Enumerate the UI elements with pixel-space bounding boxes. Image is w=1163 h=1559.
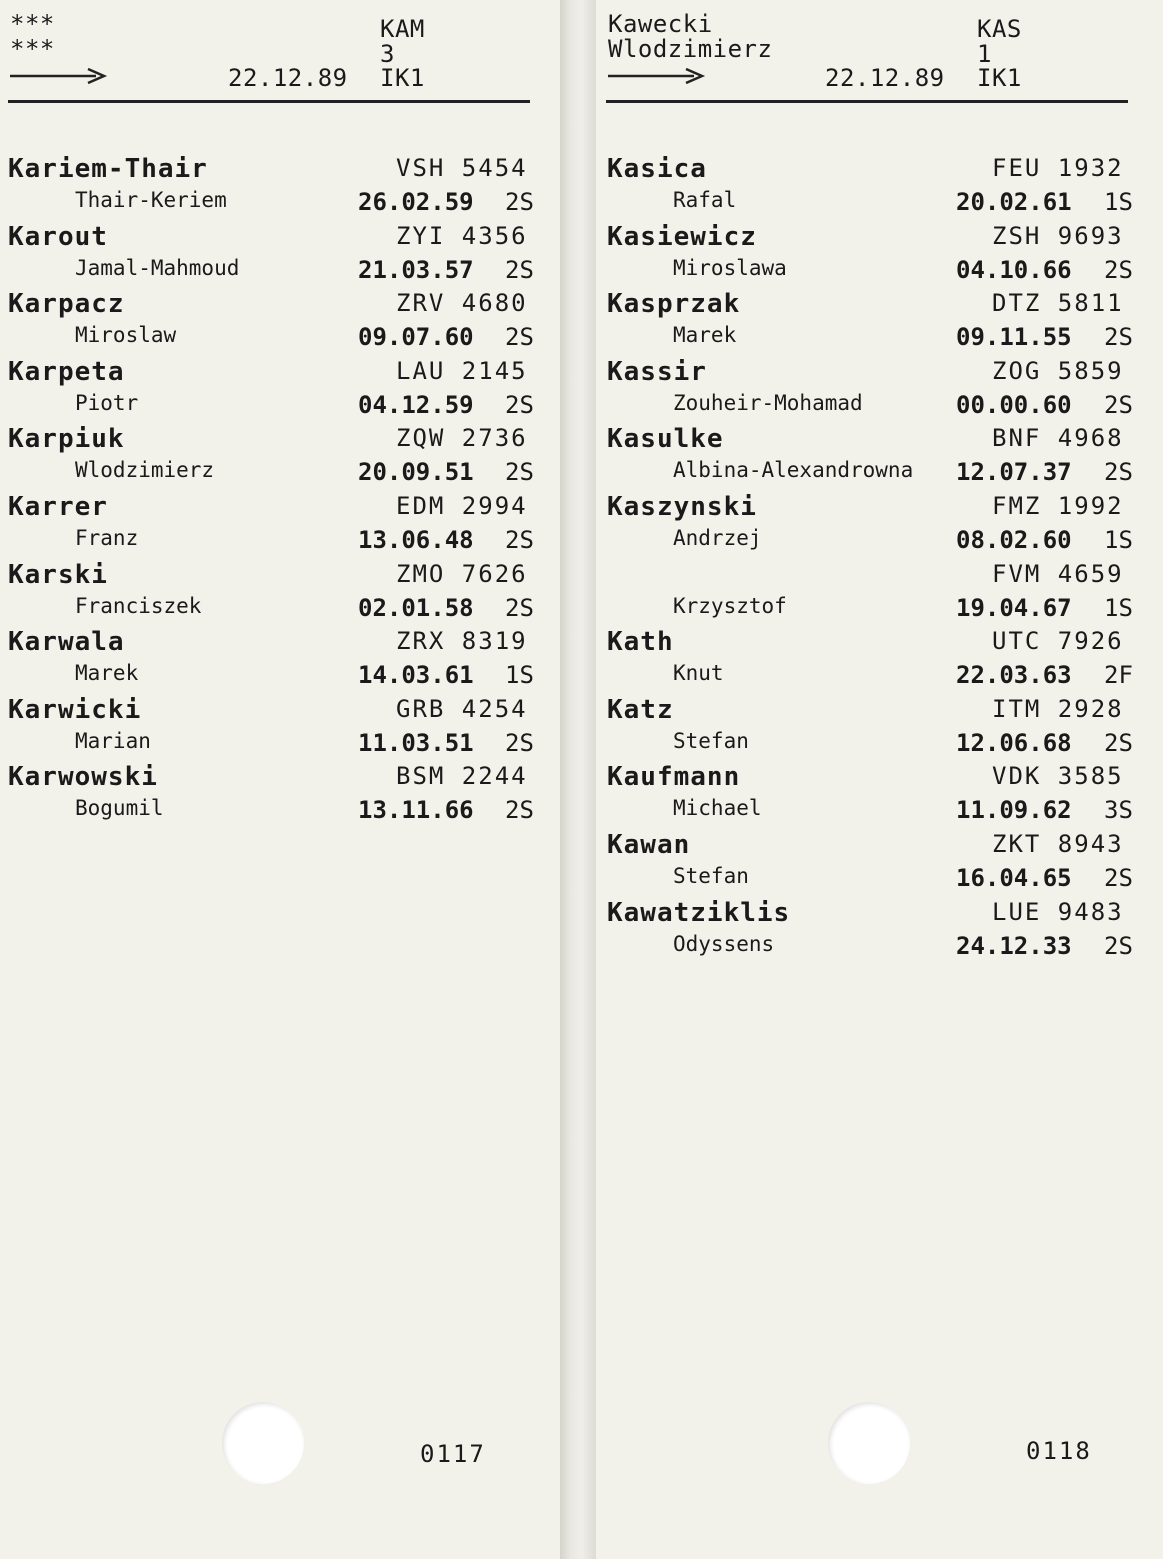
- birth-date: 12.07.37: [956, 458, 1072, 487]
- given-name: Zouheir-Mohamad: [673, 390, 863, 415]
- card-gutter: [560, 0, 596, 1559]
- surname: Kasulke: [607, 424, 724, 455]
- class-code: 1S: [1104, 525, 1133, 554]
- given-name: Franz: [75, 525, 139, 550]
- class-code: 2S: [505, 323, 534, 352]
- class-code: 1S: [1104, 188, 1133, 216]
- id-code: FEU 1932: [992, 154, 1124, 182]
- given-name: Stefan: [673, 728, 749, 753]
- entry-list: [596, 152, 1163, 963]
- surname: Karwowski: [8, 762, 158, 793]
- list-item: [0, 760, 560, 828]
- list-item: [596, 558, 1163, 626]
- given-name: Jamal-Mahmoud: [75, 255, 240, 280]
- class-code: 1S: [505, 661, 534, 690]
- class-code: 2S: [1104, 931, 1133, 960]
- id-code: ZKT 8943: [992, 829, 1124, 858]
- header-dept: IK1: [977, 64, 1022, 92]
- birth-date: 13.06.48: [358, 525, 474, 554]
- id-code: LAU 2145: [396, 356, 528, 385]
- id-code: VDK 3585: [992, 762, 1124, 791]
- id-code: ZSH 9693: [992, 221, 1124, 250]
- list-item: [0, 152, 560, 220]
- surname: Karpiuk: [8, 424, 125, 455]
- header-line1-left: Kawecki: [608, 10, 713, 38]
- id-code: FMZ 1992: [992, 491, 1124, 520]
- list-item: [596, 355, 1163, 423]
- list-item: [0, 693, 560, 761]
- class-code: 2S: [1104, 458, 1133, 487]
- right-card: [596, 0, 1163, 1559]
- class-code: 2S: [1104, 255, 1133, 284]
- birth-date: 22.03.63: [956, 661, 1072, 690]
- id-code: DTZ 5811: [992, 289, 1124, 318]
- given-name: Albina-Alexandrowna: [673, 458, 914, 483]
- birth-date: 11.03.51: [358, 728, 474, 757]
- id-code: ZMO 7626: [396, 559, 528, 588]
- list-item: [596, 828, 1163, 896]
- right-arrow-icon: [608, 66, 708, 86]
- right-arrow-icon: [10, 66, 110, 86]
- header-dept: IK1: [380, 64, 425, 92]
- surname: Karwicki: [8, 694, 142, 725]
- birth-date: 19.04.67: [956, 593, 1072, 622]
- header-number: 1: [977, 40, 992, 68]
- birth-date: 16.04.65: [956, 863, 1072, 892]
- list-item: [0, 287, 560, 355]
- surname: Katz: [607, 694, 674, 725]
- list-item: [0, 422, 560, 490]
- surname: Karpeta: [8, 356, 125, 387]
- class-code: 2S: [505, 728, 534, 757]
- given-name: Krzysztof: [673, 593, 787, 618]
- list-item: [0, 220, 560, 288]
- id-code: EDM 2994: [396, 491, 528, 520]
- birth-date: 13.11.66: [358, 796, 474, 825]
- list-item: [596, 760, 1163, 828]
- class-code: 1S: [1104, 593, 1133, 622]
- class-code: 2S: [505, 390, 534, 419]
- birth-date: 02.01.58: [358, 593, 474, 622]
- list-item: [0, 490, 560, 558]
- surname: Kariem-Thair: [8, 154, 208, 184]
- birth-date: 20.02.61: [956, 188, 1072, 216]
- given-name: Andrzej: [673, 525, 762, 550]
- header-line2-left: ***: [10, 35, 55, 63]
- given-name: Miroslaw: [75, 323, 177, 348]
- id-code: UTC 7926: [992, 627, 1124, 656]
- surname: Kawatziklis: [607, 897, 791, 928]
- header-rule: [8, 100, 530, 103]
- id-code: ZQW 2736: [396, 424, 528, 453]
- list-item: [596, 490, 1163, 558]
- surname: Kaufmann: [607, 762, 741, 793]
- list-item: [596, 287, 1163, 355]
- given-name: Knut: [673, 661, 724, 686]
- id-code: ZOG 5859: [992, 356, 1124, 385]
- id-code: LUE 9483: [992, 897, 1124, 926]
- given-name: Michael: [673, 796, 762, 821]
- list-item: [596, 693, 1163, 761]
- class-code: 2S: [505, 255, 534, 284]
- list-item: [0, 558, 560, 626]
- list-item: [596, 625, 1163, 693]
- given-name: Marek: [673, 323, 737, 348]
- page-number: 0117: [420, 1440, 486, 1468]
- class-code: 2S: [1104, 728, 1133, 757]
- class-code: 2S: [1104, 863, 1133, 892]
- surname: Karpacz: [8, 289, 125, 320]
- id-code: GRB 4254: [396, 694, 528, 723]
- id-code: ZRV 4680: [396, 289, 528, 318]
- class-code: 2S: [1104, 323, 1133, 352]
- header-number: 3: [380, 40, 395, 68]
- surname: Kath: [607, 627, 674, 658]
- id-code: FVM 4659: [992, 559, 1124, 588]
- header-code: KAM: [380, 15, 425, 43]
- list-item: [596, 220, 1163, 288]
- surname: Kasica: [607, 154, 707, 184]
- class-code: 2S: [505, 458, 534, 487]
- birth-date: 26.02.59: [358, 188, 474, 216]
- given-name: Rafal: [673, 188, 737, 212]
- header-line2-left: Wlodzimierz: [608, 35, 773, 63]
- birth-date: 12.06.68: [956, 728, 1072, 757]
- given-name: Odyssens: [673, 931, 775, 956]
- punch-hole: [828, 1402, 910, 1484]
- id-code: ZRX 8319: [396, 627, 528, 656]
- list-item: [596, 896, 1163, 964]
- list-item: [596, 152, 1163, 220]
- given-name: Wlodzimierz: [75, 458, 215, 483]
- header-date: 22.12.89: [825, 64, 945, 92]
- class-code: 2S: [505, 796, 534, 825]
- page-number: 0118: [1026, 1437, 1092, 1465]
- surname: Karwala: [8, 627, 125, 658]
- birth-date: 08.02.60: [956, 525, 1072, 554]
- class-code: 2F: [1104, 661, 1133, 690]
- class-code: 2S: [505, 525, 534, 554]
- birth-date: 04.12.59: [358, 390, 474, 419]
- punch-hole: [222, 1402, 304, 1484]
- surname: Kaszynski: [607, 491, 757, 522]
- given-name: Franciszek: [75, 593, 202, 618]
- surname: Kawan: [607, 829, 691, 860]
- list-item: [596, 422, 1163, 490]
- id-code: BSM 2244: [396, 762, 528, 791]
- header-rule: [606, 100, 1128, 103]
- given-name: Thair-Keriem: [75, 188, 227, 212]
- given-name: Piotr: [75, 390, 139, 415]
- birth-date: 14.03.61: [358, 661, 474, 690]
- header-code: KAS: [977, 15, 1022, 43]
- surname: Kasprzak: [607, 289, 741, 320]
- birth-date: 09.11.55: [956, 323, 1072, 352]
- class-code: 2S: [505, 593, 534, 622]
- header-line1-left: ***: [10, 10, 55, 38]
- birth-date: 00.00.60: [956, 390, 1072, 419]
- given-name: Marian: [75, 728, 151, 753]
- header-date: 22.12.89: [228, 64, 348, 92]
- id-code: ITM 2928: [992, 694, 1124, 723]
- given-name: Marek: [75, 661, 139, 686]
- id-code: BNF 4968: [992, 424, 1124, 453]
- class-code: 2S: [1104, 390, 1133, 419]
- birth-date: 24.12.33: [956, 931, 1072, 960]
- birth-date: 04.10.66: [956, 255, 1072, 284]
- birth-date: 20.09.51: [358, 458, 474, 487]
- class-code: 3S: [1104, 796, 1133, 825]
- list-item: [0, 355, 560, 423]
- surname: Kassir: [607, 356, 707, 387]
- surname: Karski: [8, 559, 108, 590]
- entry-list: [0, 152, 560, 828]
- surname: Karrer: [8, 491, 108, 522]
- left-card: [0, 0, 560, 1559]
- id-code: VSH 5454: [396, 154, 528, 182]
- class-code: 2S: [505, 188, 534, 216]
- surname: Kasiewicz: [607, 221, 757, 252]
- given-name: Stefan: [673, 863, 749, 888]
- surname: Karout: [8, 221, 108, 252]
- birth-date: 21.03.57: [358, 255, 474, 284]
- birth-date: 09.07.60: [358, 323, 474, 352]
- given-name: Bogumil: [75, 796, 164, 821]
- id-code: ZYI 4356: [396, 221, 528, 250]
- birth-date: 11.09.62: [956, 796, 1072, 825]
- given-name: Miroslawa: [673, 255, 787, 280]
- list-item: [0, 625, 560, 693]
